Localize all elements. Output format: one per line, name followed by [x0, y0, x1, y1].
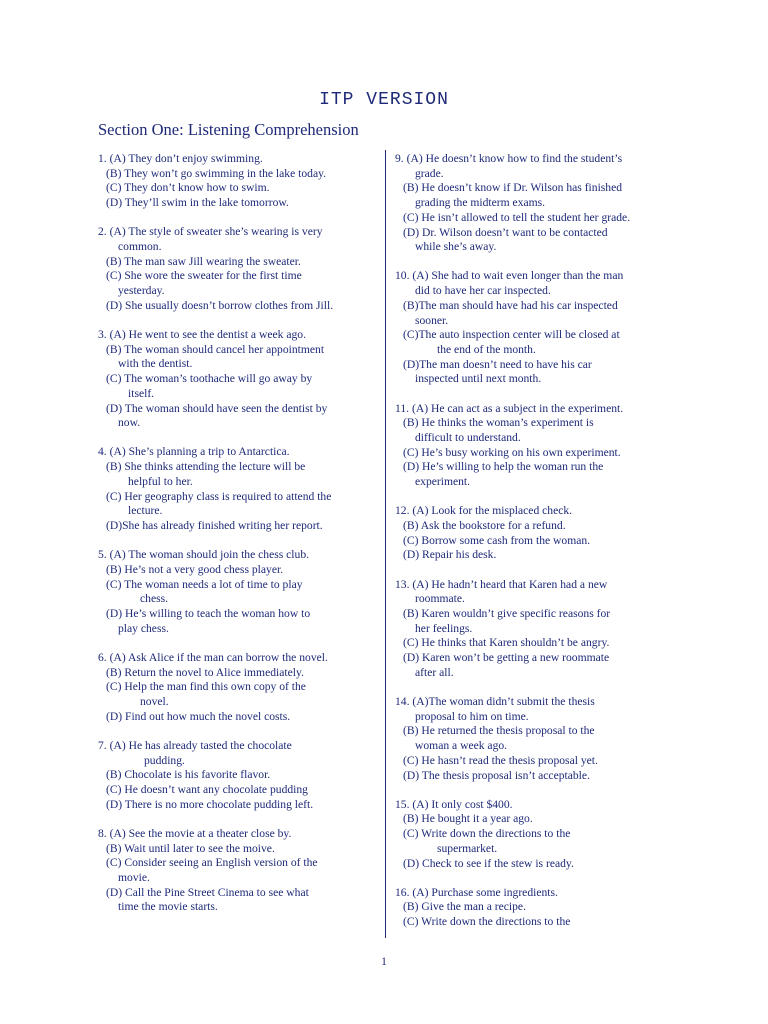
question-line: (C) Help the man find this own copy of the	[106, 680, 306, 694]
question-line: proposal to him on time.	[415, 709, 529, 723]
question-2	[98, 225, 376, 313]
question-line: (D) Check to see if the stew is ready.	[403, 856, 574, 870]
question-line: 12. (A) Look for the misplaced check.	[395, 504, 573, 518]
question-line: (B) He bought it a year ago.	[403, 812, 533, 826]
question-line: (B) Return the novel to Alice immediately.	[106, 665, 304, 679]
question-6	[98, 651, 376, 725]
question-line: 11. (A) He can act as a subject in the experiment.	[395, 401, 624, 415]
question-line: (C) The woman needs a lot of time to play	[106, 577, 303, 591]
question-14	[395, 695, 677, 783]
question-13	[395, 578, 677, 681]
question-line: (C) Borrow some cash from the woman.	[403, 533, 591, 547]
column-divider	[385, 150, 386, 938]
question-line: inspected until next month.	[415, 372, 542, 386]
question-line: (D) Karen won’t be getting a new roommate	[403, 651, 610, 665]
question-line: 14. (A)The woman didn’t submit the thesis	[395, 695, 595, 708]
question-line: the end of the month.	[437, 342, 536, 356]
question-line: chess.	[140, 592, 169, 606]
question-line: (C) He isn’t allowed to tell the student her grade.	[403, 210, 631, 224]
question-line: (D) Repair his desk.	[403, 548, 497, 562]
question-line: pudding.	[144, 753, 185, 767]
question-line: (B)The man should have had his car inspected	[403, 298, 618, 312]
question-line: (C)The auto inspection center will be closed at	[403, 328, 620, 342]
question-line: itself.	[128, 386, 155, 400]
question-10	[395, 269, 677, 387]
question-line: after all.	[415, 665, 454, 679]
question-line: (C) He thinks that Karen shouldn’t be angry.	[403, 636, 610, 650]
question-line: 5. (A) The woman should join the chess club.	[98, 548, 310, 562]
question-line: (D)The man doesn’t need to have his car	[403, 357, 592, 371]
page-title: ITP VERSION	[319, 90, 449, 110]
question-line: roommate.	[415, 592, 465, 606]
question-line: 7. (A) He has already tasted the chocolate	[98, 738, 292, 752]
question-16	[395, 886, 677, 930]
question-line: (D) The thesis proposal isn’t acceptable.	[403, 768, 590, 782]
question-line: (C) He doesn’t want any chocolate pudding	[106, 783, 308, 797]
question-line: her feelings.	[415, 621, 473, 635]
question-line: (B) The man saw Jill wearing the sweater.	[106, 254, 301, 268]
question-8	[98, 827, 376, 915]
question-line: (B) He thinks the woman’s experiment is	[403, 416, 594, 430]
question-line: (D) Call the Pine Street Cinema to see what	[106, 885, 309, 899]
question-5	[98, 548, 376, 636]
question-line: common.	[118, 240, 162, 254]
question-line: difficult to understand.	[415, 430, 521, 444]
question-line: (B) Karen wouldn’t give specific reasons for	[403, 606, 611, 620]
question-line: (C) Consider seeing an English version of the	[106, 856, 318, 870]
question-15	[395, 798, 677, 872]
question-line: while she’s away.	[415, 240, 497, 254]
question-line: 8. (A) See the movie at a theater close by.	[98, 826, 292, 840]
question-line: 16. (A) Purchase some ingredients.	[395, 885, 558, 899]
question-line: (B) He returned the thesis proposal to the	[403, 724, 595, 738]
question-line: (B) He doesn’t know if Dr. Wilson has finished	[403, 181, 623, 195]
question-line: (C) He’s busy working on his own experiment.	[403, 445, 621, 459]
question-line: (D) Find out how much the novel costs.	[106, 709, 291, 723]
question-line: 10. (A) She had to wait even longer than the man	[395, 269, 624, 283]
question-line: experiment.	[415, 475, 471, 489]
question-line: (B) Ask the bookstore for a refund.	[403, 518, 566, 532]
question-line: grade.	[415, 166, 444, 180]
question-line: grading the midterm exams.	[415, 196, 546, 210]
question-line: woman a week ago.	[415, 739, 508, 753]
question-line: (C) The woman’s toothache will go away by	[106, 372, 313, 386]
question-line: 9. (A) He doesn’t know how to find the student’s	[395, 152, 623, 165]
question-line: (C) Write down the directions to the	[403, 915, 571, 929]
question-line: 13. (A) He hadn’t heard that Karen had a new	[395, 577, 608, 591]
question-line: play chess.	[118, 621, 169, 635]
question-1	[98, 152, 376, 211]
question-line: (B) Chocolate is his favorite flavor.	[106, 768, 271, 782]
question-line: (D)She has already finished writing her report.	[106, 518, 323, 532]
question-12	[395, 504, 677, 563]
question-line: movie.	[118, 871, 150, 885]
question-line: (B) She thinks attending the lecture will be	[106, 460, 306, 474]
section-heading: Section One: Listening Comprehension	[98, 120, 359, 139]
question-line: (C) Her geography class is required to attend the	[106, 489, 332, 503]
question-line: (B) The woman should cancel her appointment	[106, 342, 325, 356]
question-line: sooner.	[415, 313, 449, 327]
question-line: 2. (A) The style of sweater she’s wearing is very	[98, 225, 323, 239]
question-line: now.	[118, 416, 141, 430]
question-line: (D) She usually doesn’t borrow clothes from Jill.	[106, 298, 334, 312]
question-line: (B) Wait until later to see the moive.	[106, 841, 275, 855]
question-line: 4. (A) She’s planning a trip to Antarctica.	[98, 445, 290, 459]
question-4	[98, 445, 376, 533]
question-line: time the movie starts.	[118, 900, 218, 914]
page-number: 1	[381, 956, 387, 968]
question-11	[395, 402, 677, 490]
question-line: (B) He’s not a very good chess player.	[106, 562, 284, 576]
question-line: (D) He’s willing to help the woman run the	[403, 460, 604, 474]
question-line: did to have her car inspected.	[415, 284, 551, 298]
question-line: novel.	[140, 695, 169, 708]
question-line: helpful to her.	[128, 474, 193, 488]
question-line: 15. (A) It only cost $400.	[395, 797, 513, 811]
question-9	[395, 152, 677, 255]
question-line: (D) There is no more chocolate pudding left.	[106, 797, 314, 811]
question-line: yesterday.	[118, 284, 165, 298]
question-line: (C) She wore the sweater for the first time	[106, 269, 302, 283]
question-line: (D) Dr. Wilson doesn’t want to be contacted	[403, 225, 608, 239]
question-line: (B) Give the man a recipe.	[403, 900, 526, 914]
question-line: (D) They’ll swim in the lake tomorrow.	[106, 196, 289, 210]
question-7	[98, 739, 376, 813]
question-line: (B) They won’t go swimming in the lake today.	[106, 166, 327, 180]
question-line: 3. (A) He went to see the dentist a week ago.	[98, 328, 306, 342]
question-line: supermarket.	[437, 841, 498, 855]
question-line: (D) The woman should have seen the dentist by	[106, 401, 328, 415]
question-line: (C) Write down the directions to the	[403, 827, 571, 841]
question-line: with the dentist.	[118, 357, 193, 371]
right-column	[395, 152, 677, 944]
question-line: (D) He’s willing to teach the woman how to	[106, 606, 311, 620]
question-line: 1. (A) They don’t enjoy swimming.	[98, 152, 263, 165]
question-line: (C) He hasn’t read the thesis proposal yet.	[403, 753, 598, 767]
question-line: (C) They don’t know how to swim.	[106, 181, 270, 195]
question-line: 6. (A) Ask Alice if the man can borrow the novel.	[98, 650, 328, 664]
question-3	[98, 328, 376, 431]
left-column	[98, 152, 376, 930]
question-line: lecture.	[128, 504, 163, 518]
